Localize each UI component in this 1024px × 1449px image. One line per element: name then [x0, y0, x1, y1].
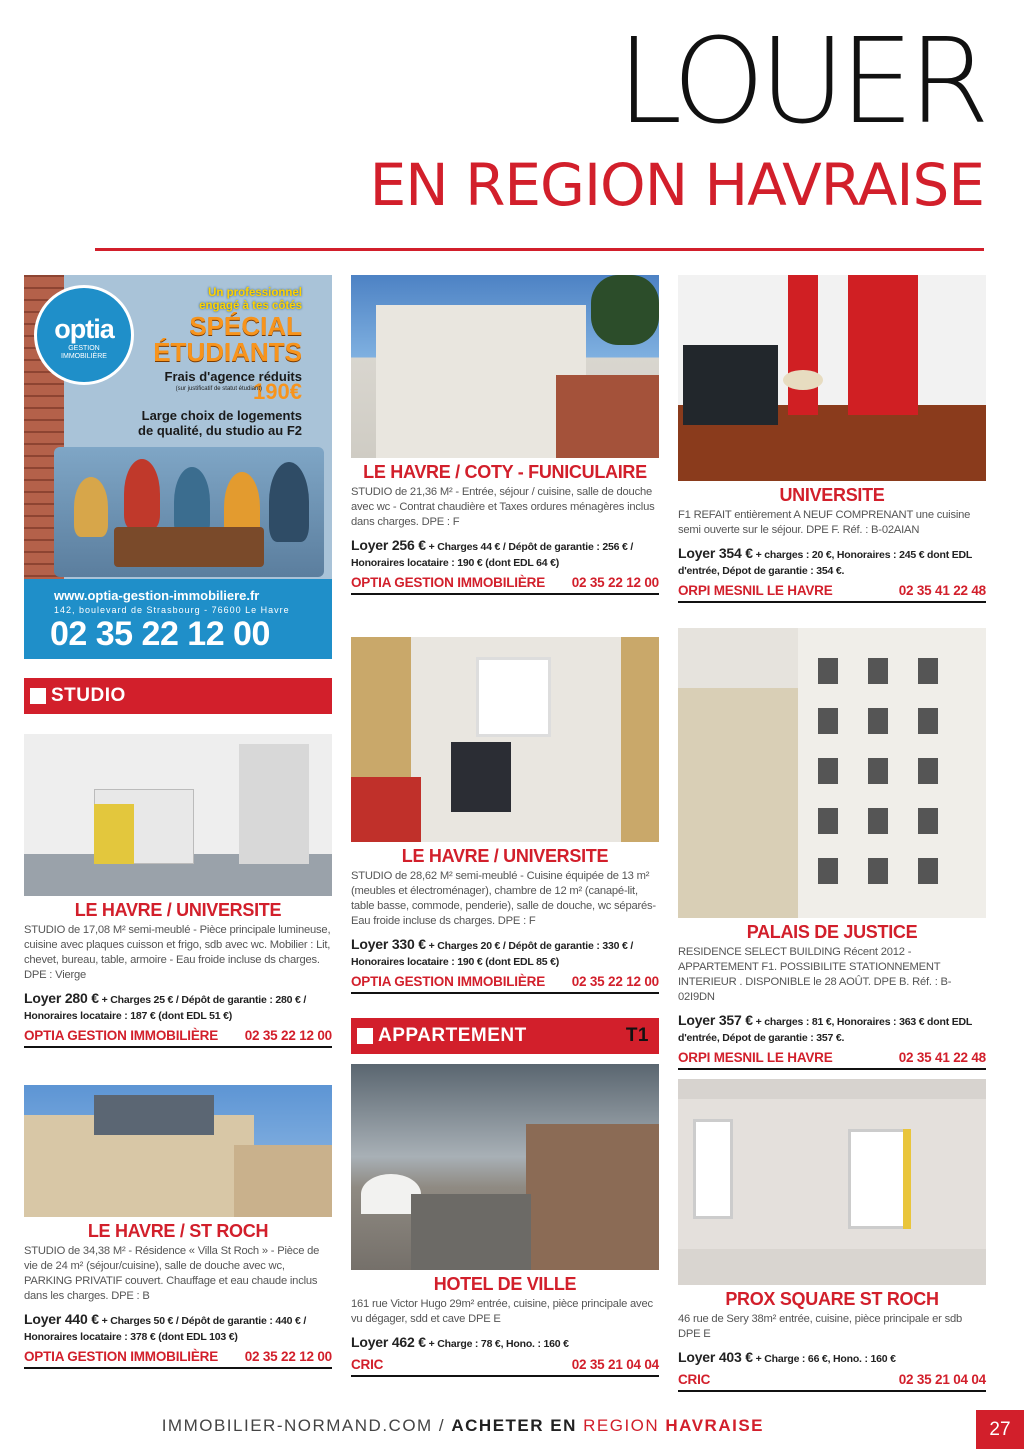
listing-photo [351, 637, 659, 842]
listing-price: Loyer 280 € + Charges 25 € / Dépôt de garantie : 280 € / Honoraires locataire : 187 € (dont EDL 51 €) [24, 990, 307, 1023]
listing-description: 46 rue de Sery 38m² entrée, cuisine, pièce principale er sdb DPE E [678, 1313, 963, 1341]
footer-site-link[interactable]: IMMOBILIER-NORMAND.COM [161, 1416, 433, 1435]
agency-phone: 02 35 41 22 48 [898, 582, 986, 598]
section-appartement-header: APPARTEMENT T1 [351, 1018, 659, 1054]
listing-agency[interactable]: OPTIA GESTION IMMOBILIÈRE 02 35 22 12 00 [24, 1349, 332, 1369]
square-icon [30, 688, 46, 704]
ad-website-link[interactable]: www.optia-gestion-immobiliere.fr [54, 588, 260, 603]
listing-title: LE HAVRE / UNIVERSITE [74, 900, 282, 920]
agency-phone: 02 35 21 04 04 [571, 1356, 659, 1372]
listing-description: STUDIO de 21,36 M² - Entrée, séjour / cuisine, salle de douche avec wc - Contrat chaudière et Taxes ordures ménagères inclus dans charges. DPE : F [351, 486, 655, 529]
listing-card[interactable] [24, 1085, 332, 1369]
agency-phone: 02 35 22 12 00 [244, 1027, 332, 1043]
agency-phone: 02 35 41 22 48 [898, 1049, 986, 1065]
listing-title: UNIVERSITE [779, 485, 885, 505]
listing-card[interactable] [678, 628, 986, 1070]
listing-title: PROX SQUARE ST ROCH [725, 1289, 939, 1309]
listing-description: RESIDENCE SELECT BUILDING Récent 2012 - APPARTEMENT F1. POSSIBILITE STATIONNEMENT INTERIEUR . DISPONIBLE le 28 AOÛT. DPE B. Réf. : B-02I9DN [678, 946, 952, 1004]
listing-photo [678, 628, 986, 918]
listing-price: Loyer 354 € + charges : 20 €, Honoraires : 245 € dont EDL d'entrée, Dépot de garantie : 354 €. [678, 545, 972, 577]
page-footer [0, 1410, 1024, 1449]
optia-logo: optia GESTION IMMOBILIÈRE [34, 285, 134, 385]
listing-card[interactable] [24, 734, 332, 1048]
page-subtitle: EN REGION HAVRAISE [369, 151, 984, 219]
students-photo [54, 447, 324, 577]
listing-description: STUDIO de 28,62 M² semi-meublé - Cuisine équipée de 13 m² (meubles et électroménager), chambre de 12 m² (canapé-lit, table basse, commode, penderie), salle de douche, wc séparés- Eau froide incluse ds charges. DPE : F [351, 870, 656, 928]
ad-special-students: SPÉCIAL ÉTUDIANTS [153, 311, 302, 367]
listing-card[interactable] [678, 1079, 986, 1392]
listing-agency[interactable]: OPTIA GESTION IMMOBILIÈRE 02 35 22 12 00 [351, 575, 659, 595]
listing-price: Loyer 357 € + charges : 81 €, Honoraires : 363 € dont EDL d'entrée, Dépot de garantie : 357 €. [678, 1012, 972, 1045]
listing-price: Loyer 462 € + Charge : 78 €, Hono. : 160 € [351, 1334, 569, 1351]
listing-photo [678, 1079, 986, 1285]
agency-phone: 02 35 22 12 00 [244, 1348, 332, 1364]
listing-price: Loyer 403 € + Charge : 66 €, Hono. : 160 € [678, 1349, 896, 1366]
listing-card[interactable] [351, 275, 659, 595]
listing-agency[interactable]: OPTIA GESTION IMMOBILIÈRE 02 35 22 12 00 [24, 1028, 332, 1048]
listing-agency[interactable]: ORPI MESNIL LE HAVRE 02 35 41 22 48 [678, 583, 986, 603]
optia-advertisement[interactable] [24, 275, 332, 659]
listing-card[interactable] [351, 637, 659, 994]
listing-photo [24, 734, 332, 896]
listing-card[interactable] [678, 275, 986, 603]
listing-description: F1 REFAIT entièrement A NEUF COMPRENANT une cuisine semi ouverte sur le séjour. DPE F. Réf. : B-02AIAN [678, 509, 971, 537]
ad-justification: (sur justificatif de statut étudiant) [175, 386, 262, 392]
ad-tagline: Un professionnel engagé à tes côtés [199, 287, 302, 312]
listing-price: Loyer 256 € + Charges 44 € / Dépôt de garantie : 256 € / Honoraires locataire : 190 € (dont EDL 64 €) [351, 537, 634, 569]
square-icon [357, 1028, 373, 1044]
ad-choice: Large choix de logements de qualité, du studio au F2 [138, 408, 302, 438]
ad-fees: Frais d'agence réduits [164, 369, 302, 384]
listing-photo [351, 1064, 659, 1270]
listing-photo [678, 275, 986, 481]
listing-description: STUDIO de 17,08 M² semi-meublé - Pièce principale lumineuse, cuisine avec plaques cuisson et frigo, sdb avec wc. Mobilier : Lit, chevet, bureau, table, armoire - Eau froide incluse ds charges. DPE : Vierge [24, 924, 331, 982]
listing-title: LE HAVRE / COTY - FUNICULAIRE [363, 462, 647, 482]
listing-description: STUDIO de 34,38 M² - Résidence « Villa St Roch » - Pièce de vie de 24 m² (séjour/cuisine), salle de douche avec wc, PARKING PRIVATIF couvert. Chauffage et eau chaude inclus dans les charges. DPE : B [24, 1245, 320, 1303]
ad-price: 190€ [253, 379, 302, 404]
listing-title: HOTEL DE VILLE [433, 1274, 577, 1294]
listing-agency[interactable]: CRIC 02 35 21 04 04 [351, 1357, 659, 1377]
header-divider [95, 248, 984, 251]
listing-photo [24, 1085, 332, 1217]
section-studio-header: STUDIO [24, 678, 332, 714]
ad-phone[interactable]: 02 35 22 12 00 [50, 615, 270, 653]
page-number: 27 [976, 1410, 1024, 1449]
listing-description: 161 rue Victor Hugo 29m² entrée, cuisine, pièce principale avec vu dégager, sdd et cave DPE E [351, 1298, 653, 1326]
agency-phone: 02 35 21 04 04 [898, 1371, 986, 1387]
listing-title: LE HAVRE / ST ROCH [87, 1221, 269, 1241]
listing-title: LE HAVRE / UNIVERSITE [401, 846, 609, 866]
listing-price: Loyer 440 € + Charges 50 € / Dépôt de garantie : 440 € / Honoraires locataire : 378 € (dont EDL 103 €) [24, 1311, 307, 1344]
listing-title: PALAIS DE JUSTICE [746, 922, 918, 942]
listing-photo [351, 275, 659, 458]
listing-card[interactable] [351, 1064, 659, 1377]
listing-agency[interactable]: ORPI MESNIL LE HAVRE 02 35 41 22 48 [678, 1050, 986, 1070]
page-title: LOUER [616, 12, 984, 150]
listing-agency[interactable]: CRIC 02 35 21 04 04 [678, 1372, 986, 1392]
listing-price: Loyer 330 € + Charges 20 € / Dépôt de garantie : 330 € / Honoraires locataire : 190 € (dont EDL 85 €) [351, 936, 634, 969]
agency-phone: 02 35 22 12 00 [571, 574, 659, 590]
footer-text: IMMOBILIER-NORMAND.COM / ACHETER EN REGION HAVRAISE [161, 1416, 764, 1435]
listing-agency[interactable]: OPTIA GESTION IMMOBILIÈRE 02 35 22 12 00 [351, 974, 659, 994]
ad-address: 142, boulevard de Strasbourg - 76600 Le Havre [54, 605, 290, 615]
agency-phone: 02 35 22 12 00 [571, 973, 659, 989]
